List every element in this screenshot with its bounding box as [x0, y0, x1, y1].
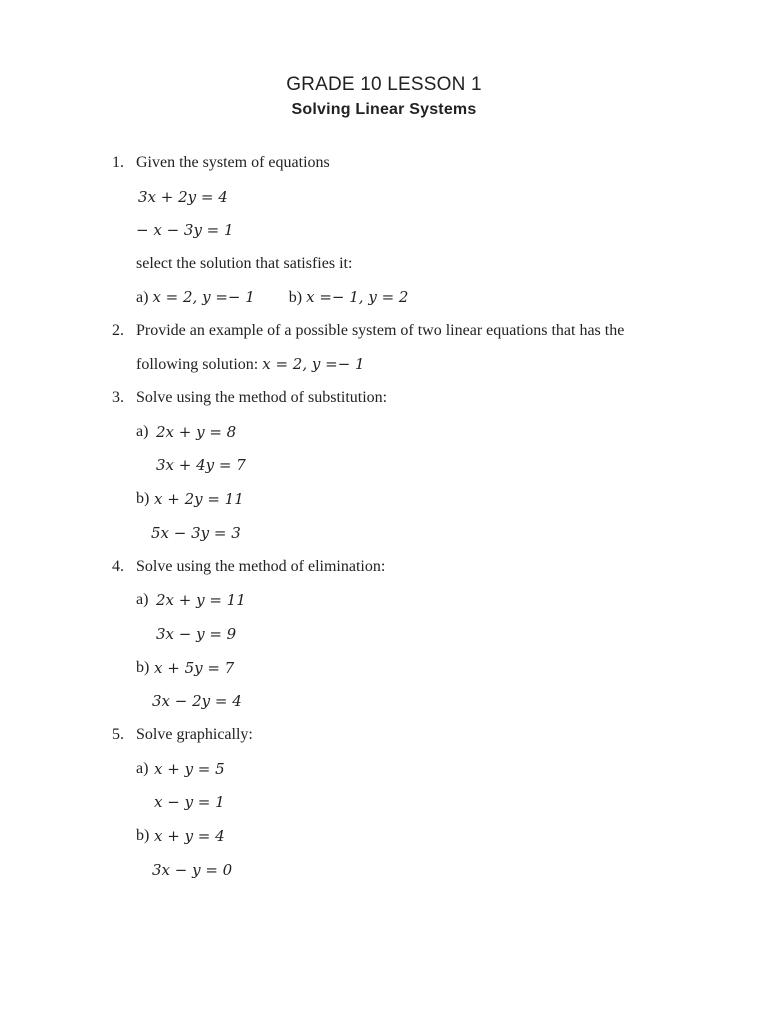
equation: x + y = 4: [154, 827, 225, 845]
part-label: b): [136, 659, 150, 676]
question-instruction: select the solution that satisfies it:: [136, 255, 353, 272]
question-prompt-continued: following solution:: [136, 356, 259, 373]
equation: 2x + y = 8: [156, 423, 237, 441]
lesson-title: GRADE 10 LESSON 1: [286, 74, 482, 95]
answer-option-a: [136, 284, 408, 311]
question-1: [0, 150, 768, 176]
option-math: x = 2, y =− 1: [152, 288, 255, 306]
lesson-subtitle: Solving Linear Systems: [291, 101, 477, 118]
given-solution: x = 2, y =− 1: [262, 355, 365, 373]
equation: 3x + 2y = 4: [138, 188, 228, 206]
question-prompt: Provide an example of a possible system of two linear equations that has the: [136, 322, 625, 339]
equation-line: [0, 688, 768, 714]
part-label: b): [136, 827, 150, 844]
equation: x − y = 1: [154, 793, 225, 811]
equation: x + 2y = 11: [154, 490, 244, 508]
option-label: b): [288, 289, 303, 306]
equation-line: [0, 520, 768, 546]
question-number: 4.: [112, 558, 124, 575]
question-prompt: Solve graphically:: [136, 726, 253, 743]
equation: 3x − y = 9: [156, 625, 237, 643]
part-label: a): [136, 591, 149, 608]
question-prompt: Solve using the method of substitution:: [136, 389, 388, 406]
question-number: 2.: [112, 322, 124, 339]
part-a: [0, 756, 768, 782]
question-4: [0, 554, 768, 580]
question-number: 3.: [112, 389, 124, 406]
question-2-continuation: [0, 351, 768, 377]
part-a: [0, 587, 768, 613]
part-label: b): [136, 490, 150, 507]
equation-line: [0, 621, 768, 647]
answer-options: [0, 284, 768, 310]
option-label: a): [136, 289, 149, 306]
equation: 3x − y = 0: [152, 861, 233, 879]
equation: 2x + y = 11: [156, 591, 246, 609]
equation: 5x − 3y = 3: [151, 524, 241, 542]
question-prompt: Given the system of equations: [136, 154, 330, 171]
equation-line: [0, 452, 768, 478]
instruction-line: [0, 251, 768, 277]
part-b: [0, 486, 768, 512]
question-2: [0, 318, 768, 344]
part-b: [0, 823, 768, 849]
equation-line: [0, 857, 768, 883]
part-a: [0, 419, 768, 445]
option-math: x =− 1, y = 2: [306, 288, 409, 306]
equation: 3x − 2y = 4: [152, 692, 242, 710]
equation: 3x + 4y = 7: [156, 456, 246, 474]
equation-line: [0, 217, 768, 243]
equation-line: [0, 184, 768, 210]
equation: − x − 3y = 1: [136, 221, 234, 239]
equation-line: [0, 789, 768, 815]
part-label: a): [136, 760, 149, 777]
question-prompt: Solve using the method of elimination:: [136, 558, 386, 575]
part-b: [0, 655, 768, 681]
question-3: [0, 385, 768, 411]
equation: x + y = 5: [154, 760, 225, 778]
equation: x + 5y = 7: [154, 659, 235, 677]
question-5: [0, 722, 768, 748]
part-label: a): [136, 423, 149, 440]
question-number: 5.: [112, 726, 124, 743]
question-number: 1.: [112, 154, 124, 171]
